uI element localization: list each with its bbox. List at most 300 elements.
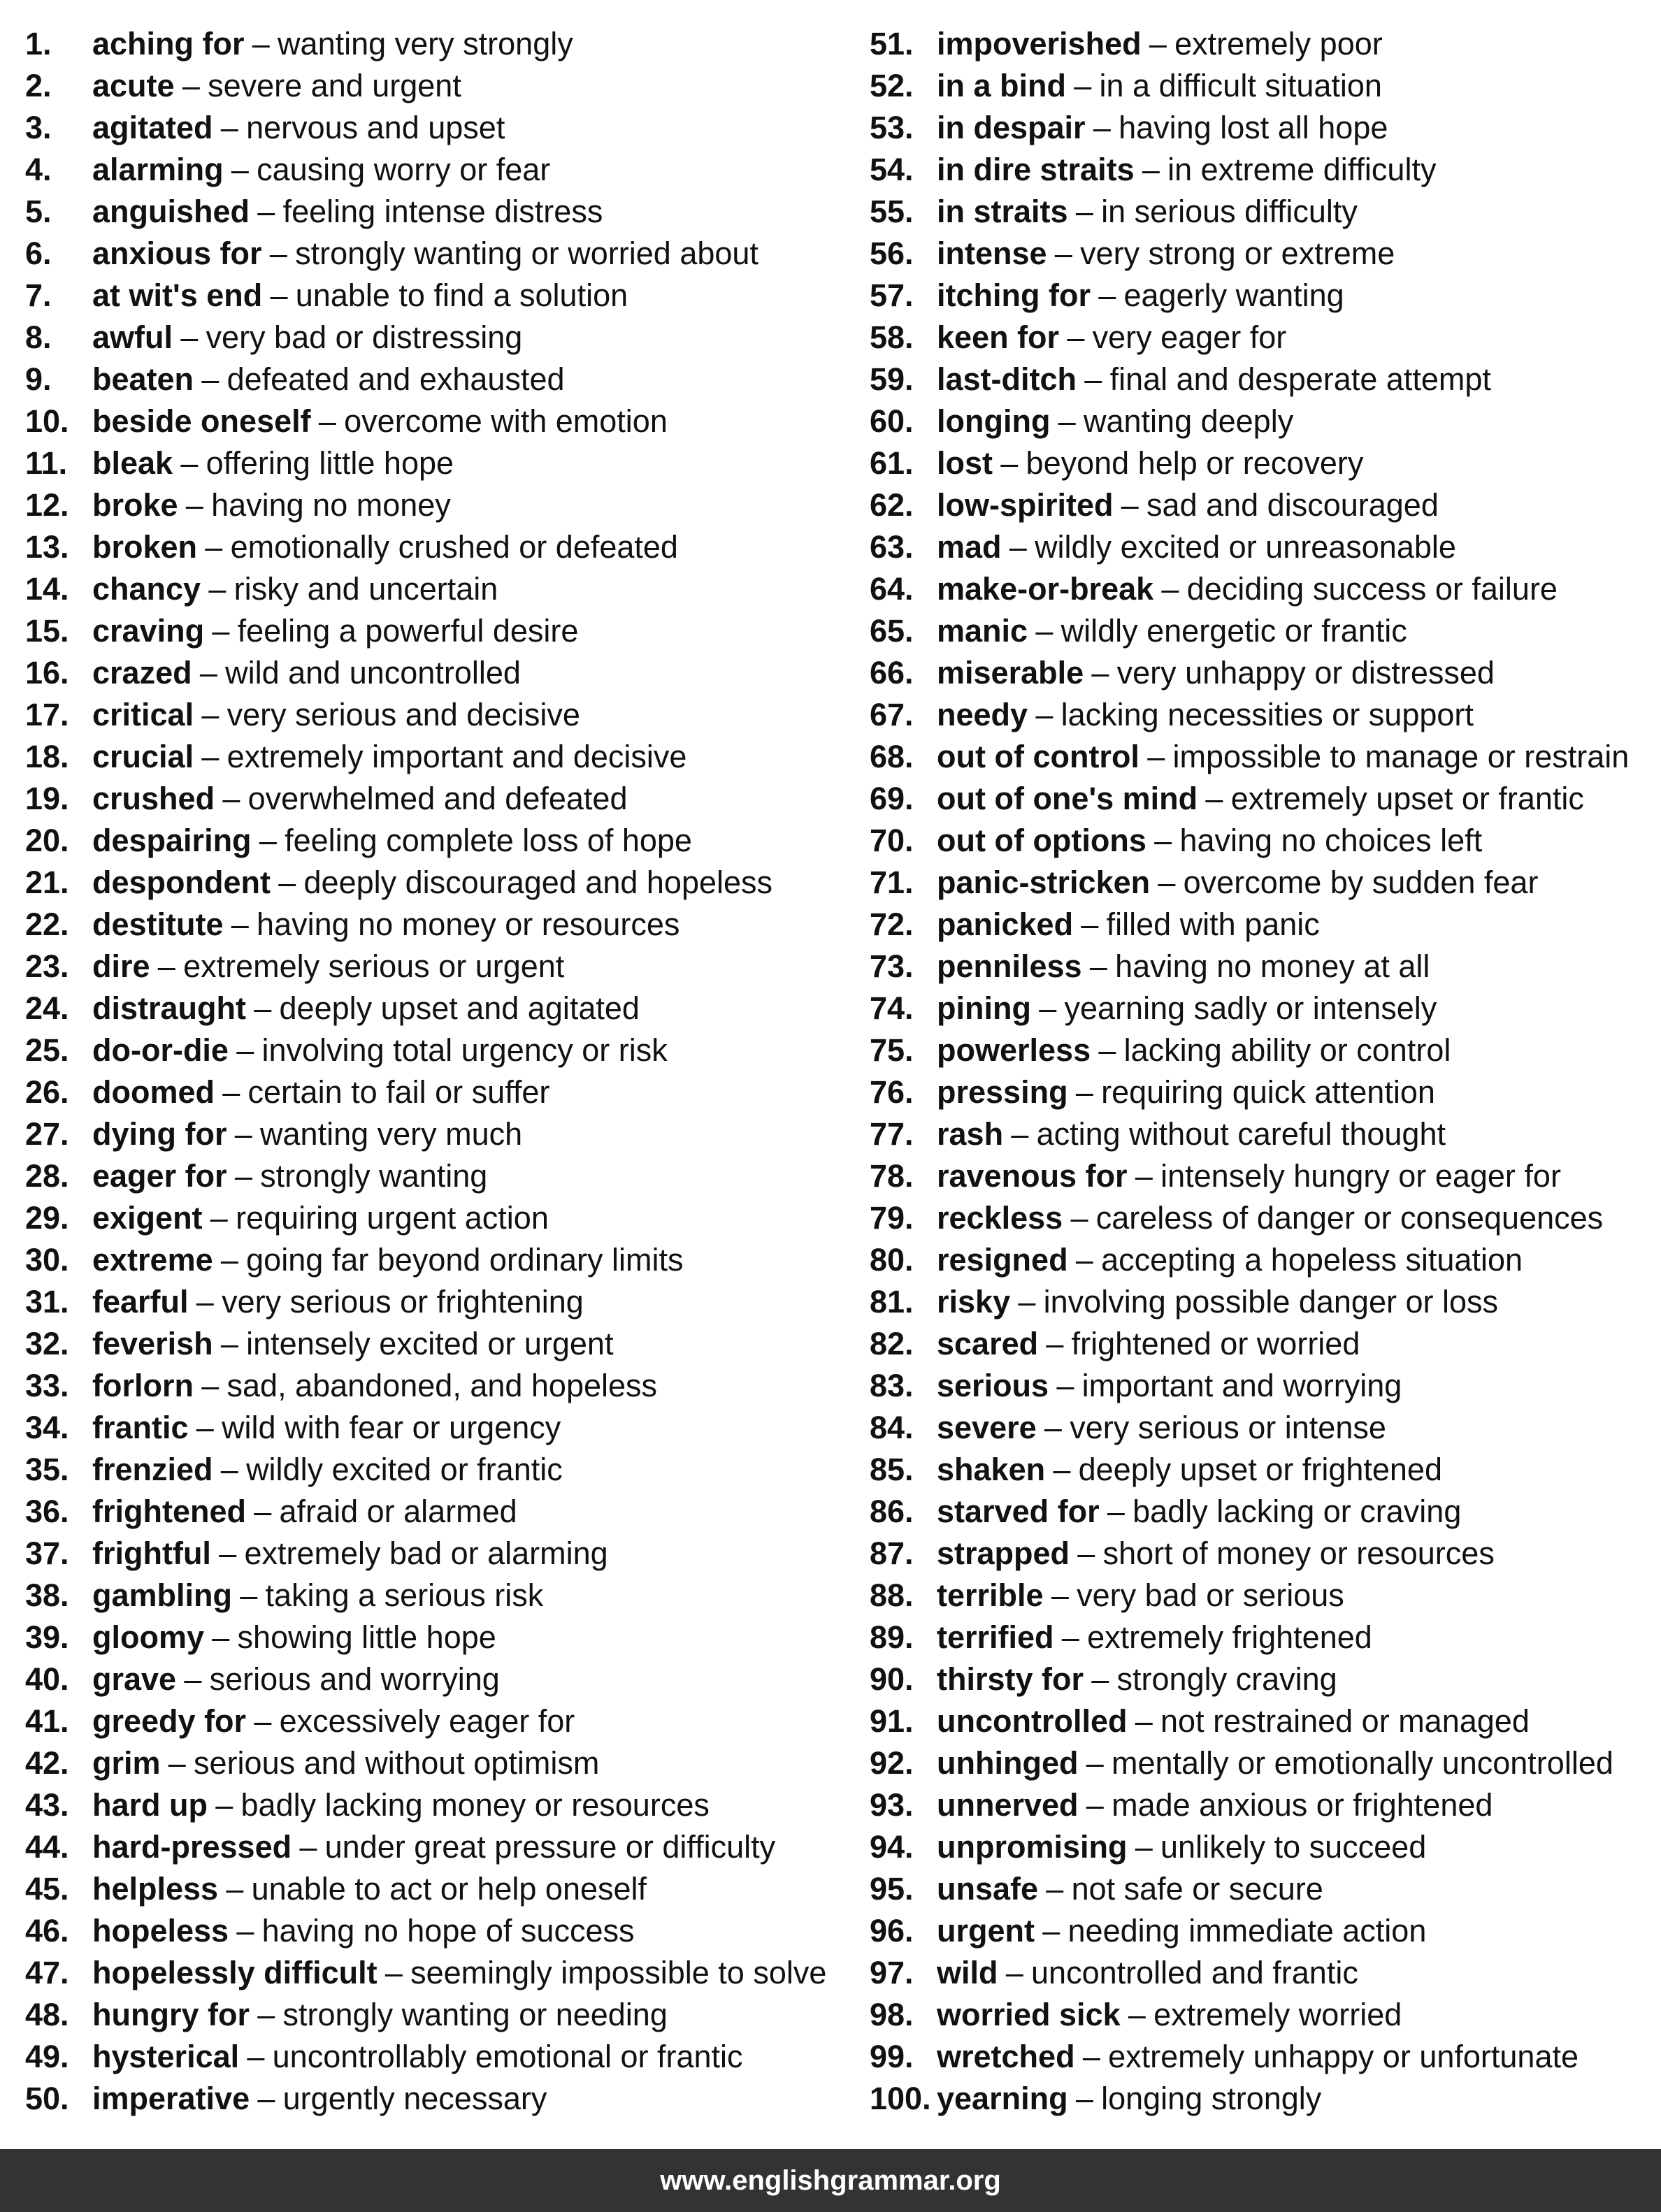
item-definition: extremely bad or alarming [244, 1535, 608, 1571]
list-item [25, 1824, 843, 1866]
list-item [870, 860, 1661, 902]
item-term: last-ditch [937, 361, 1077, 397]
item-separator: – [1135, 1158, 1153, 1194]
item-number: 50. [25, 2081, 69, 2116]
item-term: greedy for [92, 1703, 247, 1739]
item-term: in despair [937, 110, 1086, 145]
item-number: 42. [25, 1745, 69, 1781]
item-definition: unlikely to succeed [1160, 1829, 1427, 1865]
item-definition: deciding success or failure [1186, 571, 1558, 607]
list-item [25, 1614, 843, 1656]
item-term: keen for [937, 319, 1060, 355]
item-term: hard-pressed [92, 1829, 292, 1865]
item-term: pressing [937, 1074, 1068, 1110]
item-definition: not restrained or managed [1160, 1703, 1530, 1739]
list-item [870, 650, 1661, 692]
item-separator: – [318, 403, 336, 439]
item-term: panic-stricken [937, 865, 1151, 900]
item-term: acute [92, 68, 175, 103]
item-term: out of one's mind [937, 781, 1198, 816]
item-separator: – [1000, 445, 1019, 481]
item-number: 53. [870, 110, 914, 145]
item-number: 10. [25, 403, 69, 439]
item-term: frightful [92, 1535, 211, 1571]
item-separator: – [1011, 1116, 1029, 1152]
item-separator: – [252, 26, 270, 62]
item-number: 86. [870, 1494, 914, 1529]
list-item [25, 1111, 843, 1153]
item-number: 37. [25, 1535, 69, 1571]
item-number: 80. [870, 1242, 914, 1278]
item-separator: – [222, 1074, 240, 1110]
item-separator: – [1091, 1661, 1109, 1697]
item-term: itching for [937, 277, 1091, 313]
list-item [870, 1237, 1661, 1279]
item-number: 74. [870, 990, 914, 1026]
item-definition: deeply discouraged and hopeless [303, 865, 773, 900]
item-term: broken [92, 529, 198, 565]
item-definition: requiring urgent action [236, 1200, 549, 1236]
item-definition: needing immediate action [1067, 1913, 1427, 1949]
item-term: panicked [937, 906, 1074, 942]
item-definition: frightened or worried [1071, 1326, 1360, 1361]
list-item [870, 273, 1661, 315]
item-separator: – [254, 1703, 272, 1739]
item-definition: filled with panic [1106, 906, 1320, 942]
list-item [25, 776, 843, 818]
list-item [25, 482, 843, 524]
item-number: 70. [870, 823, 914, 858]
item-term: make-or-break [937, 571, 1154, 607]
list-item [25, 566, 843, 608]
list-item [870, 1614, 1661, 1656]
item-separator: – [1158, 865, 1176, 900]
item-term: lost [937, 445, 993, 481]
item-number: 25. [25, 1032, 69, 1068]
item-separator: – [220, 1452, 238, 1487]
item-number: 57. [870, 277, 914, 313]
item-definition: urgently necessary [282, 2081, 547, 2116]
list-item [25, 1740, 843, 1782]
item-separator: – [1093, 110, 1111, 145]
item-definition: in serious difficulty [1101, 194, 1358, 229]
item-term: frantic [92, 1410, 189, 1445]
item-term: in straits [937, 194, 1068, 229]
item-term: impoverished [937, 26, 1142, 62]
item-separator: – [220, 1326, 238, 1361]
item-number: 88. [870, 1577, 914, 1613]
item-definition: careless of danger or consequences [1095, 1200, 1604, 1236]
item-number: 24. [25, 990, 69, 1026]
list-item [25, 440, 843, 482]
list-item [870, 1782, 1661, 1824]
list-item [870, 1069, 1661, 1111]
item-number: 49. [25, 2039, 69, 2074]
item-number: 31. [25, 1284, 69, 1320]
item-number: 99. [870, 2039, 914, 2074]
item-number: 40. [25, 1661, 69, 1697]
list-item [870, 356, 1661, 398]
item-separator: – [1046, 1871, 1064, 1907]
item-definition: accepting a hopeless situation [1101, 1242, 1523, 1278]
item-number: 91. [870, 1703, 914, 1739]
item-separator: – [220, 1242, 238, 1278]
item-separator: – [210, 1200, 228, 1236]
item-definition: eagerly wanting [1123, 277, 1344, 313]
item-separator: – [199, 655, 217, 691]
item-term: fearful [92, 1284, 189, 1320]
list-item [25, 902, 843, 944]
list-item [25, 231, 843, 273]
item-term: reckless [937, 1200, 1063, 1236]
item-term: unnerved [937, 1787, 1079, 1823]
list-item [25, 1069, 843, 1111]
item-number: 83. [870, 1368, 914, 1403]
item-number: 78. [870, 1158, 914, 1194]
item-term: thirsty for [937, 1661, 1084, 1697]
item-definition: unable to act or help oneself [251, 1871, 647, 1907]
item-number: 46. [25, 1913, 69, 1949]
item-definition: wanting very much [260, 1116, 523, 1152]
item-separator: – [1205, 781, 1223, 816]
item-separator: – [1054, 236, 1072, 271]
item-separator: – [240, 1577, 258, 1613]
item-separator: – [201, 1368, 220, 1403]
item-definition: showing little hope [237, 1619, 496, 1655]
item-term: eager for [92, 1158, 227, 1194]
item-definition: very serious or frightening [222, 1284, 584, 1320]
list-item [870, 105, 1661, 147]
item-number: 69. [870, 781, 914, 816]
item-number: 95. [870, 1871, 914, 1907]
item-definition: afraid or alarmed [279, 1494, 517, 1529]
item-term: dire [92, 948, 150, 984]
item-definition: in extreme difficulty [1167, 152, 1437, 187]
item-definition: excessively eager for [279, 1703, 575, 1739]
list-item [25, 1656, 843, 1698]
list-item [870, 440, 1661, 482]
item-definition: offering little hope [206, 445, 454, 481]
item-separator: – [1121, 487, 1139, 523]
item-term: extreme [92, 1242, 213, 1278]
item-definition: in a difficult situation [1099, 68, 1382, 103]
item-definition: having no money [211, 487, 451, 523]
list-item [25, 398, 843, 440]
item-separator: – [201, 739, 220, 774]
footer-url[interactable]: www.englishgrammar.org [660, 2164, 1001, 2196]
item-number: 16. [25, 655, 69, 691]
item-term: critical [92, 697, 194, 732]
item-separator: – [257, 1997, 275, 2032]
list-item [870, 1195, 1661, 1237]
item-definition: unable to find a solution [295, 277, 628, 313]
item-term: forlorn [92, 1368, 194, 1403]
item-definition: involving total urgency or risk [261, 1032, 668, 1068]
item-term: serious [937, 1368, 1049, 1403]
item-definition: wildly energetic or frantic [1060, 613, 1407, 649]
item-definition: extremely unhappy or unfortunate [1108, 2039, 1579, 2074]
item-term: miserable [937, 655, 1084, 691]
item-term: destitute [92, 906, 224, 942]
list-item [870, 818, 1661, 860]
item-separator: – [1035, 613, 1054, 649]
item-separator: – [1086, 1745, 1104, 1781]
item-definition: causing worry or fear [257, 152, 551, 187]
list-item [870, 147, 1661, 189]
item-term: aching for [92, 26, 245, 62]
item-separator: – [1135, 1703, 1153, 1739]
item-definition: deeply upset and agitated [279, 990, 640, 1026]
item-definition: acting without careful thought [1036, 1116, 1446, 1152]
list-item [25, 63, 843, 105]
item-term: manic [937, 613, 1028, 649]
item-separator: – [212, 613, 230, 649]
word-list-right-column [870, 21, 1661, 2118]
item-separator: – [1039, 990, 1057, 1026]
item-number: 84. [870, 1410, 914, 1445]
item-number: 63. [870, 529, 914, 565]
item-number: 93. [870, 1787, 914, 1823]
list-item [25, 2076, 843, 2118]
item-term: shaken [937, 1452, 1046, 1487]
item-number: 96. [870, 1913, 914, 1949]
item-term: strapped [937, 1535, 1070, 1571]
item-separator: – [257, 2081, 275, 2116]
list-item [25, 985, 843, 1027]
item-term: crazed [92, 655, 192, 691]
item-definition: emotionally crushed or defeated [230, 529, 678, 565]
item-term: in dire straits [937, 152, 1135, 187]
item-term: longing [937, 403, 1051, 439]
item-separator: – [185, 487, 203, 523]
item-separator: – [1081, 906, 1099, 942]
list-item [870, 21, 1661, 63]
list-item [870, 776, 1661, 818]
item-term: do-or-die [92, 1032, 229, 1068]
item-term: scared [937, 1326, 1039, 1361]
item-separator: – [212, 1619, 230, 1655]
item-definition: sad, abandoned, and hopeless [226, 1368, 658, 1403]
list-item [870, 1824, 1661, 1866]
item-definition: very serious and decisive [226, 697, 580, 732]
item-number: 68. [870, 739, 914, 774]
list-item [25, 944, 843, 985]
list-item [870, 1279, 1661, 1321]
item-separator: – [1056, 1368, 1074, 1403]
list-item [25, 1531, 843, 1573]
list-item [25, 1698, 843, 1740]
item-number: 89. [870, 1619, 914, 1655]
item-term: grave [92, 1661, 177, 1697]
item-definition: under great pressure or difficulty [324, 1829, 776, 1865]
item-term: low-spirited [937, 487, 1114, 523]
item-separator: – [1154, 823, 1172, 858]
item-term: imperative [92, 2081, 250, 2116]
item-definition: strongly craving [1116, 1661, 1337, 1697]
item-definition: very strong or extreme [1080, 236, 1395, 271]
item-term: dying for [92, 1116, 227, 1152]
item-term: exigent [92, 1200, 203, 1236]
item-definition: very bad or serious [1077, 1577, 1344, 1613]
item-number: 43. [25, 1787, 69, 1823]
item-separator: – [1142, 152, 1160, 187]
item-separator: – [226, 1871, 244, 1907]
list-item [25, 1321, 843, 1363]
item-term: powerless [937, 1032, 1091, 1068]
item-definition: feeling complete loss of hope [285, 823, 692, 858]
list-item [870, 1992, 1661, 2034]
item-term: hard up [92, 1787, 208, 1823]
item-number: 71. [870, 865, 914, 900]
item-separator: – [1135, 1829, 1153, 1865]
list-item [870, 1908, 1661, 1950]
item-term: gambling [92, 1577, 232, 1613]
item-separator: – [1086, 1787, 1104, 1823]
item-separator: – [1089, 948, 1107, 984]
list-item [870, 1489, 1661, 1531]
item-term: needy [937, 697, 1028, 732]
item-separator: – [196, 1410, 214, 1445]
item-separator: – [1044, 1410, 1062, 1445]
list-item [25, 860, 843, 902]
item-number: 39. [25, 1619, 69, 1655]
item-term: out of control [937, 739, 1139, 774]
item-number: 54. [870, 152, 914, 187]
item-term: anxious for [92, 236, 262, 271]
item-term: frightened [92, 1494, 246, 1529]
list-item [25, 818, 843, 860]
item-number: 73. [870, 948, 914, 984]
list-item [25, 1237, 843, 1279]
item-term: grim [92, 1745, 161, 1781]
item-separator: – [222, 781, 240, 816]
item-term: chancy [92, 571, 201, 607]
item-separator: – [254, 990, 272, 1026]
list-item [25, 1363, 843, 1405]
item-number: 23. [25, 948, 69, 984]
item-definition: beyond help or recovery [1026, 445, 1364, 481]
item-number: 100. [870, 2081, 931, 2116]
list-item [870, 398, 1661, 440]
item-number: 98. [870, 1997, 914, 2032]
item-number: 64. [870, 571, 914, 607]
item-number: 76. [870, 1074, 914, 1110]
list-item [870, 1656, 1661, 1698]
item-term: in a bind [937, 68, 1066, 103]
item-number: 1. [25, 26, 52, 62]
item-separator: – [1018, 1284, 1036, 1320]
list-item [25, 1153, 843, 1195]
item-number: 75. [870, 1032, 914, 1068]
item-number: 55. [870, 194, 914, 229]
item-term: beside oneself [92, 403, 311, 439]
item-number: 81. [870, 1284, 914, 1320]
item-number: 60. [870, 403, 914, 439]
list-item [870, 1363, 1661, 1405]
item-separator: – [196, 1284, 214, 1320]
item-separator: – [1128, 1997, 1146, 2032]
item-separator: – [1149, 26, 1167, 62]
list-item [870, 63, 1661, 105]
item-definition: overcome by sudden fear [1183, 865, 1539, 900]
item-separator: – [1074, 68, 1092, 103]
item-definition: important and worrying [1081, 1368, 1402, 1403]
item-number: 72. [870, 906, 914, 942]
list-item [25, 105, 843, 147]
list-item [25, 1279, 843, 1321]
item-definition: overwhelmed and defeated [247, 781, 628, 816]
item-definition: having no choices left [1179, 823, 1483, 858]
item-number: 34. [25, 1410, 69, 1445]
item-term: doomed [92, 1074, 215, 1110]
item-term: crucial [92, 739, 194, 774]
item-separator: – [299, 1829, 317, 1865]
list-item [870, 1698, 1661, 1740]
item-definition: taking a serious risk [265, 1577, 544, 1613]
item-number: 20. [25, 823, 69, 858]
item-number: 61. [870, 445, 914, 481]
item-separator: – [180, 319, 199, 355]
item-separator: – [234, 1158, 252, 1194]
item-number: 45. [25, 1871, 69, 1907]
item-separator: – [236, 1032, 254, 1068]
item-definition: involving possible danger or loss [1043, 1284, 1499, 1320]
item-separator: – [1098, 1032, 1116, 1068]
list-item [25, 1195, 843, 1237]
item-definition: extremely poor [1174, 26, 1383, 62]
item-definition: badly lacking money or resources [240, 1787, 710, 1823]
item-separator: – [1082, 2039, 1100, 2074]
item-separator: – [231, 152, 249, 187]
item-definition: very eager for [1092, 319, 1287, 355]
item-number: 48. [25, 1997, 69, 2032]
item-definition: serious and worrying [209, 1661, 500, 1697]
item-number: 6. [25, 236, 52, 271]
list-item [25, 1908, 843, 1950]
item-term: uncontrolled [937, 1703, 1128, 1739]
item-separator: – [220, 110, 238, 145]
item-separator: – [201, 697, 220, 732]
item-term: unpromising [937, 1829, 1128, 1865]
item-definition: extremely important and decisive [226, 739, 687, 774]
list-item [25, 1992, 843, 2034]
item-separator: – [384, 1955, 403, 1990]
item-number: 14. [25, 571, 69, 607]
item-term: helpless [92, 1871, 219, 1907]
item-separator: – [1009, 529, 1027, 565]
item-term: anguished [92, 194, 250, 229]
list-item [870, 1111, 1661, 1153]
list-item [870, 2034, 1661, 2076]
item-number: 21. [25, 865, 69, 900]
item-definition: sad and discouraged [1146, 487, 1439, 523]
item-separator: – [259, 823, 277, 858]
item-term: despondent [92, 865, 271, 900]
item-term: yearning [937, 2081, 1068, 2116]
item-term: wretched [937, 2039, 1075, 2074]
item-term: bleak [92, 445, 173, 481]
item-number: 12. [25, 487, 69, 523]
list-item [870, 692, 1661, 734]
item-number: 65. [870, 613, 914, 649]
item-separator: – [257, 194, 275, 229]
item-definition: intensely hungry or eager for [1160, 1158, 1561, 1194]
list-item [25, 692, 843, 734]
item-definition: nervous and upset [246, 110, 505, 145]
item-number: 90. [870, 1661, 914, 1697]
item-term: urgent [937, 1913, 1035, 1949]
item-definition: mentally or emotionally uncontrolled [1112, 1745, 1613, 1781]
